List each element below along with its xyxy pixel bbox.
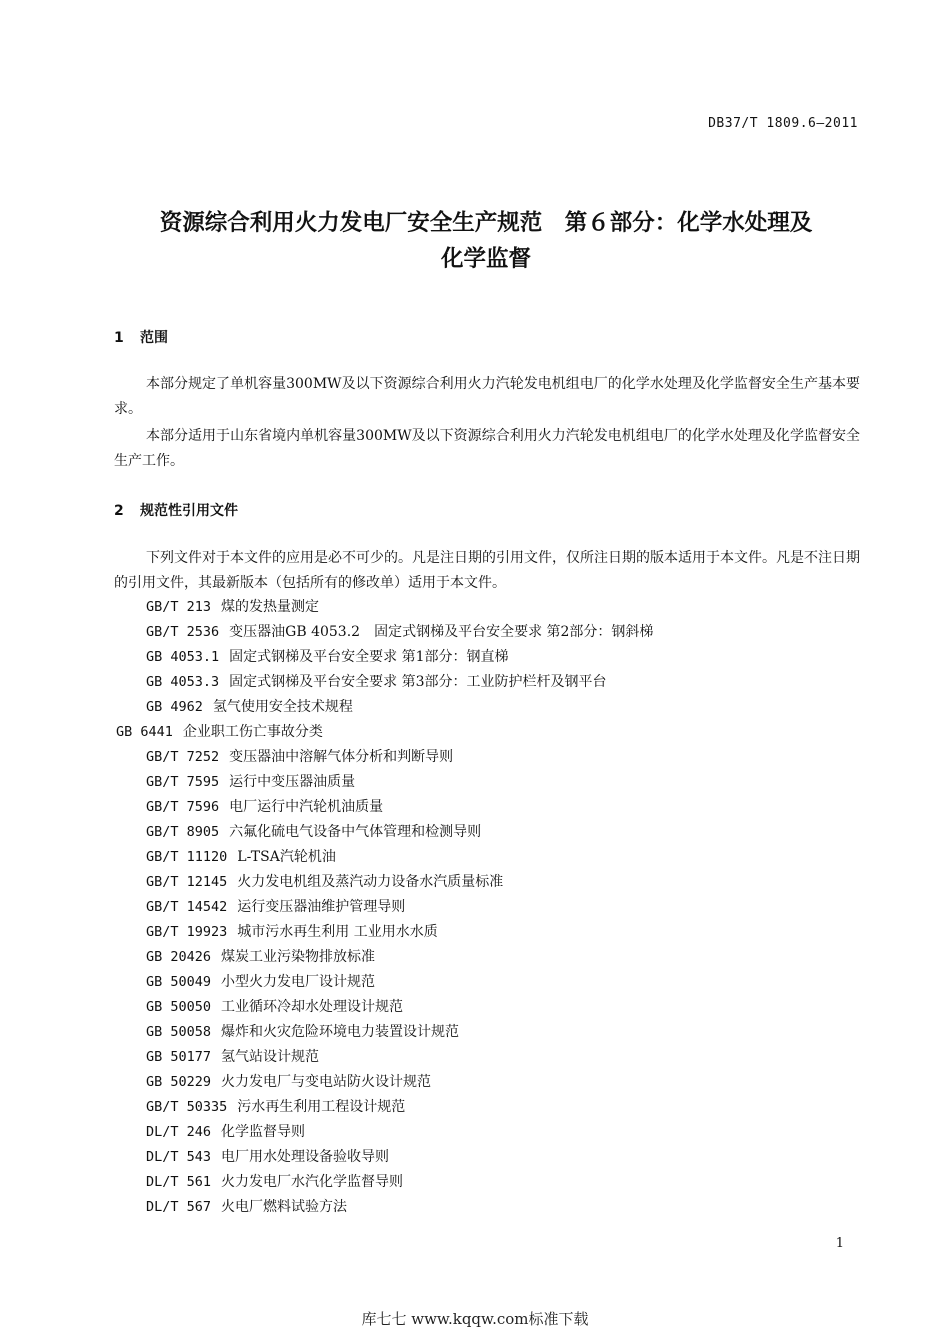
reference-item	[146, 971, 375, 991]
reference-title: 变压器油中溶解气体分析和判断导则	[229, 749, 454, 765]
reference-code: GB/T 14542	[146, 899, 228, 915]
section-2-number: 2	[114, 503, 124, 519]
reference-code: GB 6441	[116, 724, 173, 740]
reference-code: GB/T 12145	[146, 874, 228, 890]
document-title	[100, 205, 872, 277]
section-1-paragraph-1: 本部分规定了单机容量300MW及以下资源综合利用火力汽轮发电机组电厂的化学水处理及化学监督安全生产基本要求。	[114, 376, 860, 417]
reference-title: 火电厂燃料试验方法	[221, 1199, 348, 1215]
document-code: DB37/T 1809.6—2011	[708, 116, 858, 131]
reference-code: GB 50049	[146, 974, 212, 990]
document-title-line-2: 化学监督	[440, 246, 531, 272]
reference-item	[146, 696, 353, 716]
reference-title: 城市污水再生利用 工业用水水质	[237, 924, 438, 940]
reference-code: GB/T 50335	[146, 1099, 228, 1115]
reference-item	[146, 821, 481, 841]
reference-code: GB 50058	[146, 1024, 212, 1040]
reference-title: 火力发电厂水汽化学监督导则	[221, 1174, 404, 1190]
reference-item	[146, 771, 355, 791]
reference-code: GB/T 7596	[146, 799, 220, 815]
reference-code: GB 4962	[146, 699, 203, 715]
reference-title: 变压器油GB 4053.2 固定式钢梯及平台安全要求 第2部分：钢斜梯	[229, 624, 654, 640]
reference-code: GB 50229	[146, 1074, 212, 1090]
reference-code: GB/T 2536	[146, 624, 220, 640]
reference-code: GB 50177	[146, 1049, 212, 1065]
reference-item	[146, 796, 383, 816]
reference-code: GB 4053.3	[146, 674, 220, 690]
reference-item	[146, 1171, 403, 1191]
reference-code: GB/T 7252	[146, 749, 220, 765]
reference-title: 固定式钢梯及平台安全要求 第1部分：钢直梯	[229, 649, 509, 665]
reference-title: 化学监督导则	[221, 1124, 306, 1140]
reference-code: GB/T 11120	[146, 849, 228, 865]
reference-item	[146, 1146, 389, 1166]
reference-code: GB 50050	[146, 999, 212, 1015]
reference-item	[146, 946, 375, 966]
reference-item	[146, 1071, 431, 1091]
reference-title: 煤炭工业污染物排放标准	[221, 949, 376, 965]
reference-title: 六氟化硫电气设备中气体管理和检测导则	[229, 824, 482, 840]
reference-item	[146, 921, 438, 941]
page-number: 1	[835, 1236, 844, 1251]
footer-watermark: 库七七 www.kqqw.com标准下载	[361, 1310, 589, 1328]
reference-title: 工业循环冷却水处理设计规范	[221, 999, 404, 1015]
reference-title: 火力发电机组及蒸汽动力设备水汽质量标准	[237, 874, 504, 890]
reference-title: 煤的发热量测定	[221, 599, 320, 615]
reference-item	[146, 896, 405, 916]
reference-item	[146, 1046, 319, 1066]
reference-code: DL/T 561	[146, 1174, 212, 1190]
reference-code: GB 20426	[146, 949, 212, 965]
section-1-title: 范围	[140, 330, 168, 346]
reference-item	[146, 671, 607, 691]
section-1-paragraph-2: 本部分适用于山东省境内单机容量300MW及以下资源综合利用火力汽轮发电机组电厂的化学水处理及化学监督安全生产工作。	[114, 428, 860, 469]
reference-code: DL/T 567	[146, 1199, 212, 1215]
reference-item	[116, 721, 323, 741]
reference-item	[146, 1021, 459, 1041]
reference-item	[146, 871, 503, 891]
section-2-title: 规范性引用文件	[140, 503, 238, 519]
reference-item	[146, 646, 509, 666]
reference-code: GB/T 7595	[146, 774, 220, 790]
reference-item	[146, 1196, 347, 1216]
section-1-number: 1	[114, 330, 124, 346]
reference-title: 小型火力发电厂设计规范	[221, 974, 376, 990]
reference-title: 电厂运行中汽轮机油质量	[229, 799, 384, 815]
reference-item	[146, 596, 319, 616]
reference-code: DL/T 246	[146, 1124, 212, 1140]
reference-title: 运行变压器油维护管理导则	[237, 899, 406, 915]
section-2-heading	[114, 500, 238, 520]
reference-code: GB/T 8905	[146, 824, 220, 840]
reference-title: 企业职工伤亡事故分类	[182, 724, 323, 740]
reference-title: 固定式钢梯及平台安全要求 第3部分：工业防护栏杆及钢平台	[229, 674, 607, 690]
reference-item	[146, 621, 653, 641]
reference-item	[146, 1096, 405, 1116]
reference-item	[146, 996, 403, 1016]
reference-item	[146, 746, 453, 766]
reference-title: 电厂用水处理设备验收导则	[221, 1149, 390, 1165]
reference-title: 火力发电厂与变电站防火设计规范	[221, 1074, 432, 1090]
reference-title: 氢气使用安全技术规程	[212, 699, 353, 715]
section-1-heading	[114, 327, 168, 347]
reference-title: L-TSA汽轮机油	[237, 849, 336, 865]
reference-title: 爆炸和火灾危险环境电力装置设计规范	[221, 1024, 460, 1040]
reference-item	[146, 1121, 305, 1141]
reference-code: DL/T 543	[146, 1149, 212, 1165]
document-title-line-1: 资源综合利用火力发电厂安全生产规范 第６部分：化学水处理及	[159, 210, 813, 236]
reference-title: 污水再生利用工程设计规范	[237, 1099, 406, 1115]
reference-title: 运行中变压器油质量	[229, 774, 356, 790]
reference-code: GB/T 213	[146, 599, 212, 615]
reference-code: GB 4053.1	[146, 649, 220, 665]
reference-title: 氢气站设计规范	[221, 1049, 320, 1065]
section-2-intro: 下列文件对于本文件的应用是必不可少的。凡是注日期的引用文件，仅所注日期的版本适用于本文件。凡是不注日期的引用文件，其最新版本（包括所有的修改单）适用于本文件。	[114, 550, 860, 591]
reference-code: GB/T 19923	[146, 924, 228, 940]
reference-item	[146, 846, 336, 866]
